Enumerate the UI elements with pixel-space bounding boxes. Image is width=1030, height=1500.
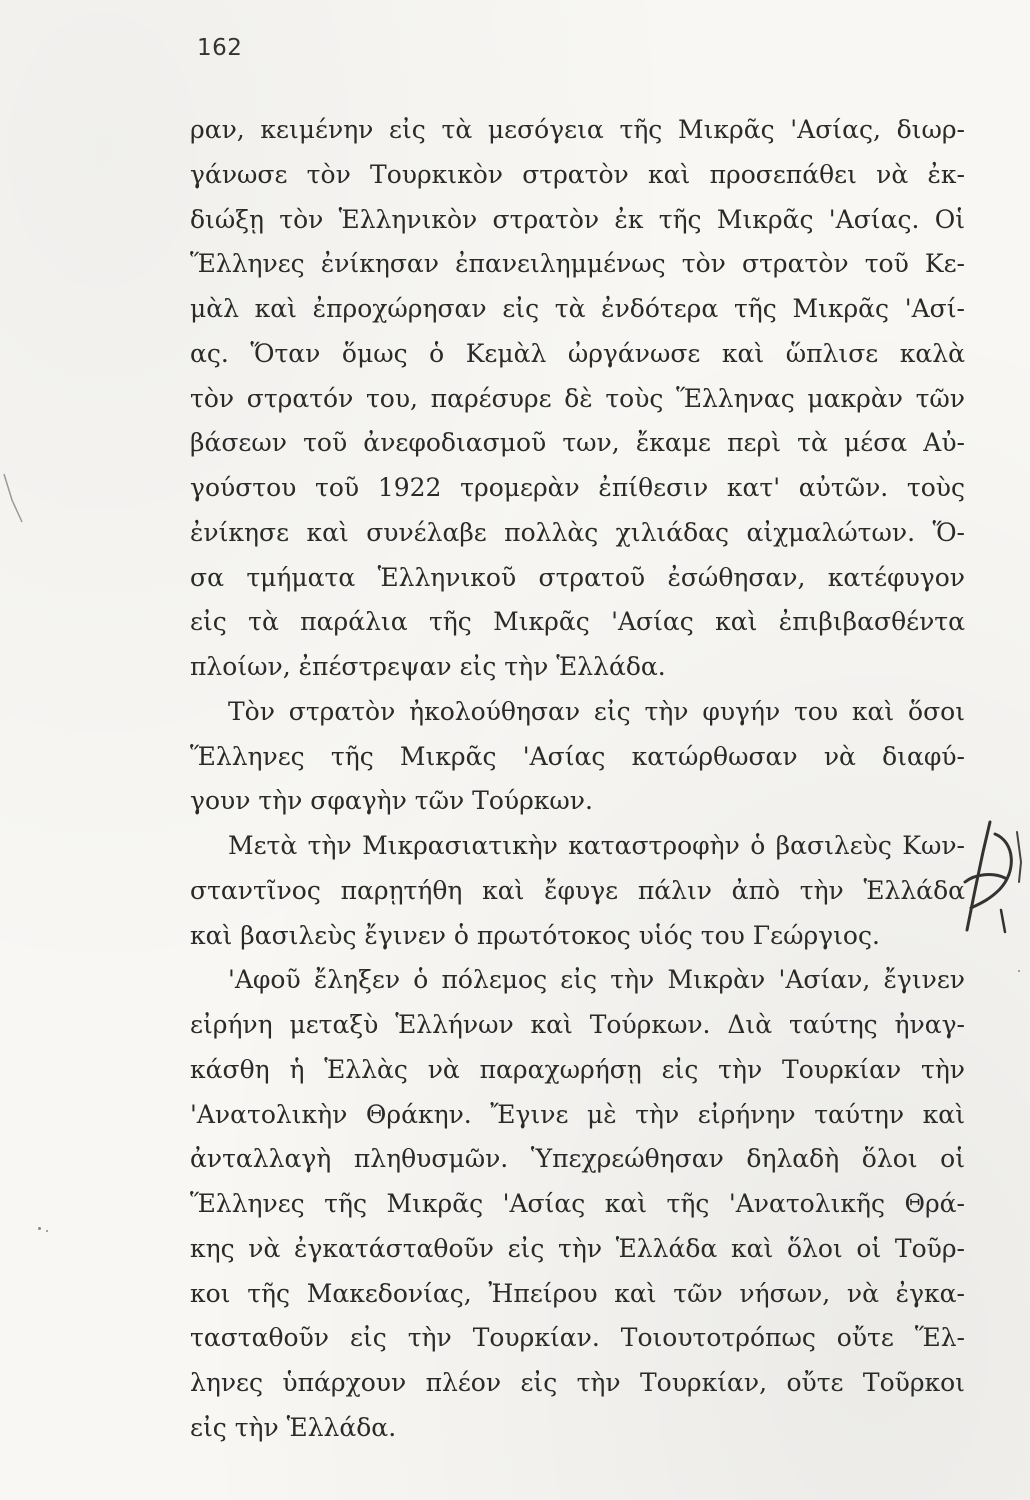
text-line: κοι τῆς Μακεδονίας, Ἠπείρου καὶ τῶν νήσων, νὰ ἐγκα- — [190, 1278, 965, 1308]
handwritten-margin-mark — [935, 812, 1030, 952]
text-line: γουν τὴν σφαγὴν τῶν Τούρκων. — [190, 786, 593, 816]
text-line: σταντῖνος παρῃτήθη καὶ ἔφυγε πάλιν ἀπὸ τὴν Ἑλλάδα — [190, 875, 965, 905]
text-line: σα τμήματα Ἑλληνικοῦ στρατοῦ ἐσώθησαν, κατέφυγον — [190, 562, 965, 592]
text-line: εἰρήνη μεταξὺ Ἑλλήνων καὶ Τούρκων. Διὰ ταύτης ἠναγ- — [190, 1010, 965, 1039]
paper-speck — [46, 1230, 48, 1232]
text-line: 'Αφοῦ ἔληξεν ὁ πόλεμος εἰς τὴν Μικρὰν 'Ασίαν, ἔγινεν — [228, 965, 965, 995]
text-line: Μετὰ τὴν Μικρασιατικὴν καταστροφὴν ὁ βασιλεὺς Κων- — [228, 831, 965, 860]
text-line: γάνωσε τὸν Τουρκικὸν στρατὸν καὶ προσεπάθει νὰ ἐκ- — [190, 159, 965, 189]
text-line: γούστου τοῦ 1922 τρομερὰν ἐπίθεσιν κατ' αὐτῶν. τοὺς — [190, 473, 965, 502]
text-line: Ἕλληνες τῆς Μικρᾶς 'Ασίας κατώρθωσαν νὰ διαφύ- — [190, 741, 965, 771]
text-line: Ἕλληνες τῆς Μικρᾶς 'Ασίας καὶ τῆς 'Ανατολικῆς Θρά- — [190, 1189, 965, 1218]
text-line: κης νὰ ἐγκατάσταθοῦν εἰς τὴν Ἑλλάδα καὶ ὅλοι οἱ Τοῦρ- — [190, 1233, 965, 1263]
text-line: Ἕλληνες ἐνίκησαν ἐπανειλημμένως τὸν στρατὸν τοῦ Κε- — [190, 249, 965, 279]
text-line: ἀνταλλαγὴ πληθυσμῶν. Ὑπεχρεώθησαν δηλαδὴ ὅλοι οἱ — [190, 1144, 965, 1174]
paper-speck — [1018, 970, 1020, 972]
text-line: βάσεων τοῦ ἀνεφοδιασμοῦ των, ἔκαμε περὶ τὰ μέσα Αὐ- — [190, 428, 965, 458]
text-line: ληνες ὑπάρχουν πλέον εἰς τὴν Τουρκίαν, οὔτε Τοῦρκοι — [190, 1368, 965, 1397]
text-line: Τὸν στρατὸν ἠκολούθησαν εἰς τὴν φυγήν του καὶ ὅσοι — [228, 696, 965, 726]
text-line: εἰς τὰ παράλια τῆς Μικρᾶς 'Ασίας καὶ ἐπιβιβασθέντα — [190, 607, 965, 637]
paper-speck — [38, 1227, 41, 1230]
text-line: διώξῃ τὸν Ἑλληνικὸν στρατὸν ἐκ τῆς Μικρᾶς 'Ασίας. Οἱ — [190, 204, 965, 234]
text-line: 'Ανατολικὴν Θράκην. Ἔγινε μὲ τὴν εἰρήνην ταύτην καὶ — [190, 1099, 965, 1129]
page-edge-mark — [0, 470, 30, 530]
text-line: κάσθη ἡ Ἑλλὰς νὰ παραχωρήσῃ εἰς τὴν Τουρκίαν τὴν — [190, 1054, 965, 1084]
text-line: ραν, κειμένην εἰς τὰ μεσόγεια τῆς Μικρᾶς 'Ασίας, διωρ- — [190, 115, 965, 144]
text-line: ἐνίκησε καὶ συνέλαβε πολλὰς χιλιάδας αἰχμαλώτων. Ὅ- — [190, 517, 965, 547]
text-line: καὶ βασιλεὺς ἔγινεν ὁ πρωτότοκος υἱός του Γεώργιος. — [190, 920, 880, 950]
text-line: ας. Ὅταν ὅμως ὁ Κεμὰλ ὠργάνωσε καὶ ὥπλισε καλὰ — [190, 338, 965, 368]
text-line: τασταθοῦν εἰς τὴν Τουρκίαν. Τοιουτοτρόπως οὔτε Ἕλ- — [190, 1323, 965, 1353]
text-line: τὸν στρατόν του, παρέσυρε δὲ τοὺς Ἕλληνας μακρὰν τῶν — [190, 383, 965, 413]
body-text — [190, 108, 965, 1451]
page-number: 162 — [197, 35, 243, 61]
text-line: μὰλ καὶ ἐπροχώρησαν εἰς τὰ ἐνδότερα τῆς Μικρᾶς 'Ασί- — [190, 294, 965, 323]
text-line: εἰς τὴν Ἑλλάδα. — [190, 1412, 397, 1442]
text-line: πλοίων, ἐπέστρεψαν εἰς τὴν Ἑλλάδα. — [190, 652, 666, 681]
